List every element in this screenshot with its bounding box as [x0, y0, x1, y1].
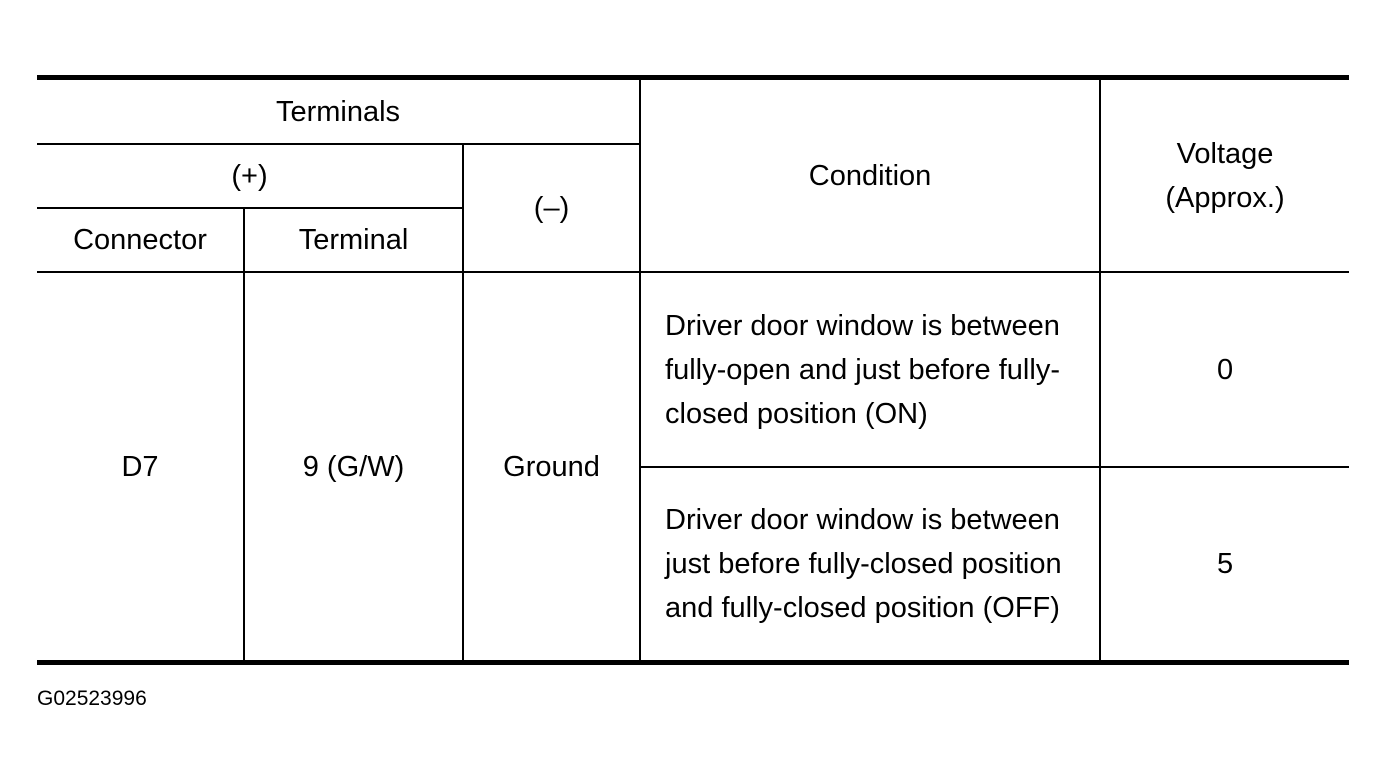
terminal-voltage-table — [37, 75, 1349, 665]
terminal-header: Terminal — [244, 208, 463, 272]
minus-cell: Ground — [463, 272, 640, 663]
condition-cell-off: Driver door window is between just before fully-closed position and fully-closed position (OFF) — [640, 467, 1100, 663]
terminals-header: Terminals — [37, 78, 640, 145]
voltage-header — [1100, 78, 1349, 273]
plus-header: (+) — [37, 144, 463, 208]
condition-header: Condition — [640, 78, 1100, 273]
terminal-cell: 9 (G/W) — [244, 272, 463, 663]
voltage-cell-off: 5 — [1100, 467, 1349, 663]
connector-cell: D7 — [37, 272, 244, 663]
voltage-header-text: Voltage (Approx.) — [1165, 137, 1285, 214]
minus-header: (–) — [463, 144, 640, 272]
condition-cell-on: Driver door window is between fully-open and just before fully-closed position (ON) — [640, 272, 1100, 467]
figure-id: G02523996 — [37, 687, 147, 710]
connector-header: Connector — [37, 208, 244, 272]
voltage-cell-on: 0 — [1100, 272, 1349, 467]
